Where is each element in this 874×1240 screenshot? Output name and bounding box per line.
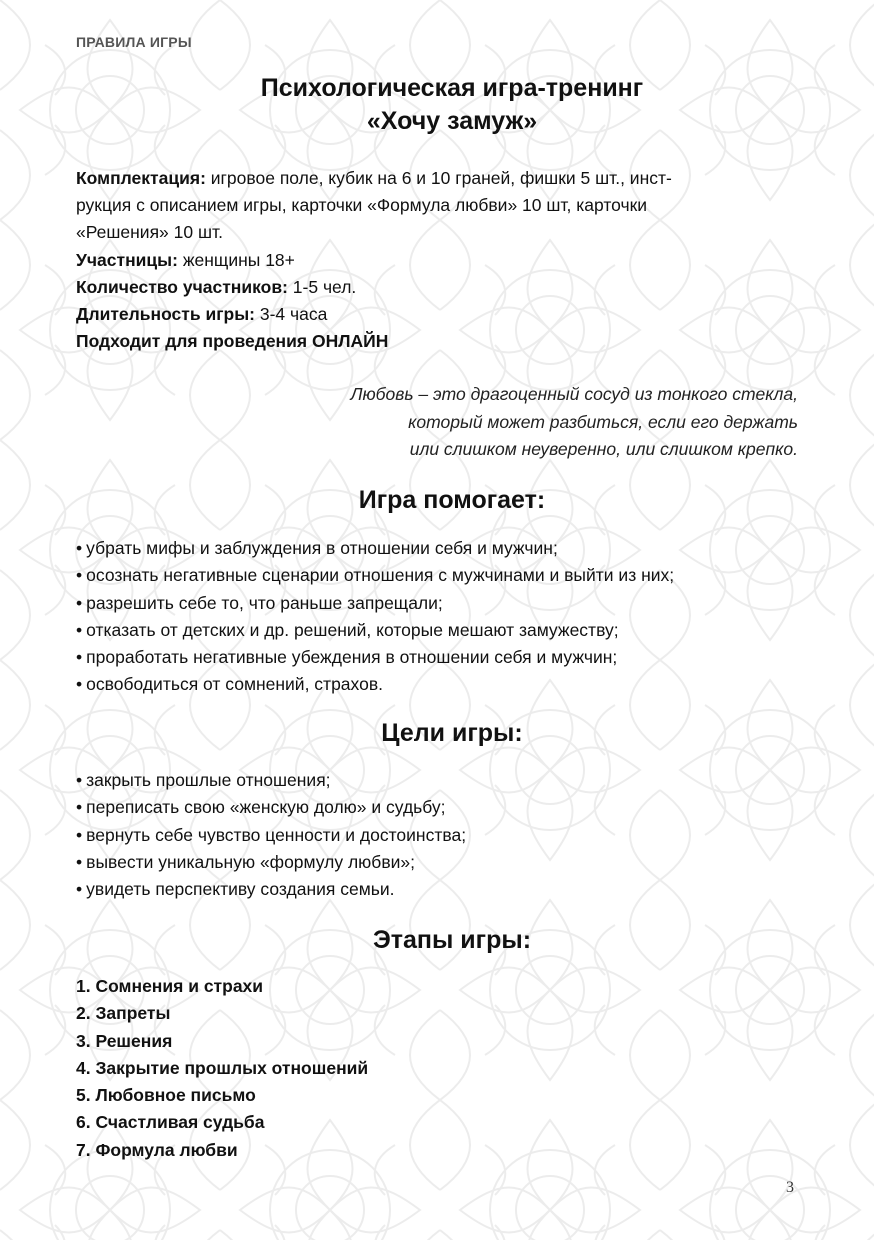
spec-participants-label: Участницы: [76, 249, 178, 270]
spec-kit-label: Комплектация: [76, 168, 206, 188]
game-specs [76, 165, 806, 355]
quote-line-1: Любовь – это драгоценный сосуд из тонкого стекла, [350, 384, 798, 404]
spec-participants-value: женщины 18+ [177, 249, 295, 270]
spec-count-label: Количество участников: [76, 276, 288, 297]
list-item-text: убрать мифы и заблуждения в отношении себя и мужчин; [86, 538, 558, 558]
spec-online-note: Подходит для проведения ОНЛАЙН [76, 331, 389, 352]
goals-heading: Цели игры: [381, 719, 523, 747]
spec-kit-value: игровое поле, кубик на 6 и 10 граней, фишки 5 шт., инст- [205, 168, 672, 188]
page-title [0, 72, 874, 138]
list-item: 3. Решения [76, 1030, 173, 1051]
stages-heading: Этапы игры: [372, 926, 532, 954]
quote-line-2: который может разбиться, если его держать [408, 411, 798, 432]
bullet: • [76, 851, 83, 872]
list-item: 4. Закрытие прошлых отношений [76, 1057, 369, 1078]
helps-heading: Игра помогает: [358, 486, 546, 514]
list-item [76, 794, 816, 821]
page-number: 3 [786, 1179, 794, 1196]
list-item-text: закрыть прошлые отношения; [86, 770, 331, 790]
list-item-text: разрешить себе то, что раньше запрещали; [86, 592, 443, 613]
list-item [76, 822, 816, 849]
list-item-text: переписать свою «женскую долю» и судьбу; [86, 797, 446, 818]
section-header: ПРАВИЛА ИГРЫ [76, 34, 192, 50]
bullet: • [76, 824, 83, 845]
list-item [76, 617, 816, 644]
bullet: • [76, 538, 83, 558]
list-item-text: освободиться от сомнений, страхов. [86, 674, 383, 695]
list-item: 6. Счастливая судьба [76, 1112, 265, 1133]
list-item-text: увидеть перспективу создания семьи. [86, 879, 395, 900]
list-item [76, 644, 816, 671]
bullet: • [76, 879, 83, 900]
spec-participants [76, 247, 806, 274]
spec-duration-label: Длительность игры: [76, 304, 255, 325]
goals-list [76, 767, 816, 903]
bullet: • [76, 797, 83, 818]
bullet: • [76, 619, 83, 640]
title-line-1: Психологическая игра-тренинг [260, 74, 644, 102]
list-item-text: вывести уникальную «формулу любви»; [86, 851, 415, 872]
spec-count [76, 274, 806, 301]
list-item [76, 876, 816, 903]
quote-line-3: или слишком неуверенно, или слишком крепко. [409, 439, 798, 459]
list-item: 1. Сомнения и страхи [76, 976, 264, 996]
bullet: • [76, 770, 83, 790]
list-item [76, 671, 816, 698]
spec-kit-line-2: рукция с описанием игры, карточки «Формула любви» 10 шт, карточки [76, 195, 648, 216]
title-line-2: «Хочу замуж» [366, 107, 538, 135]
spec-online [76, 328, 806, 355]
list-item: 2. Запреты [76, 1003, 171, 1024]
bullet: • [76, 647, 83, 668]
spec-duration-value: 3-4 часа [254, 304, 328, 325]
list-item-text: вернуть себе чувство ценности и достоинства; [86, 824, 467, 845]
spec-kit [76, 165, 806, 192]
spec-duration [76, 301, 806, 328]
stages-list [76, 973, 816, 1164]
helps-list [76, 535, 816, 699]
list-item: 5. Любовное письмо [76, 1085, 256, 1106]
bullet: • [76, 565, 83, 586]
list-item [76, 535, 816, 562]
epigraph-quote [198, 381, 798, 464]
list-item [76, 849, 816, 876]
bullet: • [76, 674, 83, 695]
list-item-text: осознать негативные сценарии отношения с мужчинами и выйти из них; [86, 565, 675, 586]
list-item: 7. Формула любви [76, 1139, 238, 1160]
list-item [76, 562, 816, 589]
list-item-text: проработать негативные убеждения в отношении себя и мужчин; [86, 647, 618, 668]
list-item [76, 767, 816, 794]
spec-count-value: 1-5 чел. [287, 276, 357, 297]
bullet: • [76, 592, 83, 613]
list-item [76, 590, 816, 617]
list-item-text: отказать от детских и др. решений, которые мешают замужеству; [86, 619, 619, 640]
spec-kit-line-3: «Решения» 10 шт. [76, 222, 223, 243]
